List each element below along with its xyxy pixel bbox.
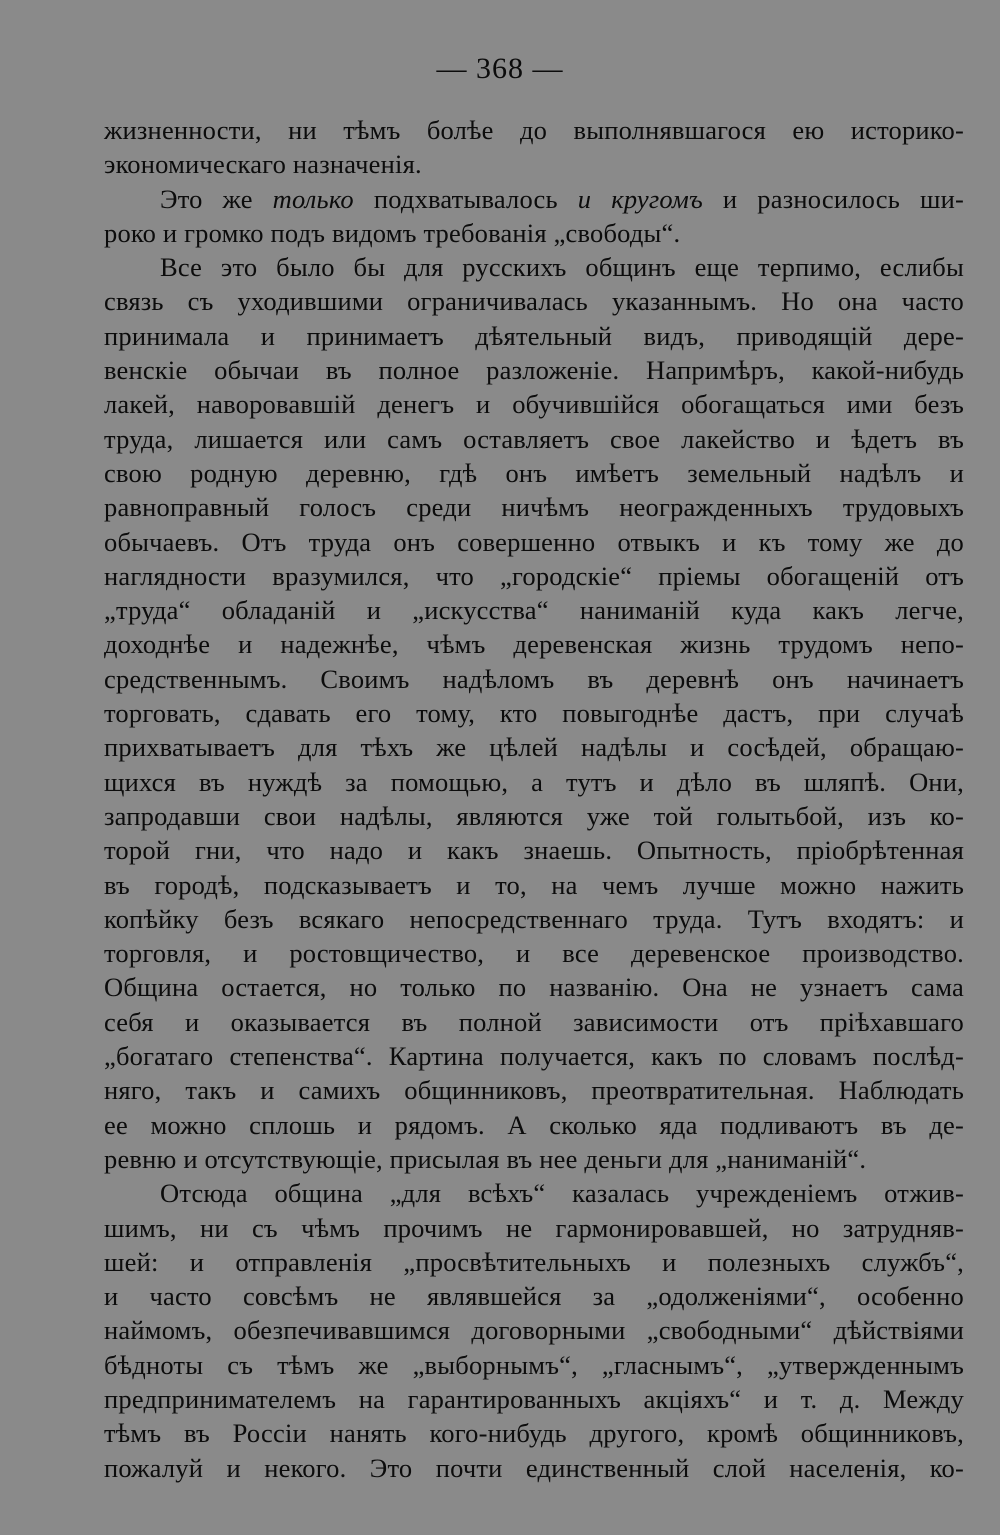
text-line: щихся въ нуждѣ за помощью, а тутъ и дѣло въ шляпѣ. Они, [104,766,964,797]
text-line: венскіе обычаи въ полное разложеніе. Напримѣръ, какой-нибудь [104,355,964,386]
page-number: — 368 — [436,52,564,85]
text-line: лакей, наворовавшій денегъ и обучившійся обогащаться ими безъ [104,389,964,420]
text-line: Община остается, но только по названію. Она не узнаетъ сама [104,972,964,1003]
text-run: подхватывалось [353,183,578,214]
text-run: Это же [160,183,273,214]
text-run: и разносилось ши- [702,183,964,214]
text-line: шей: и отправленія „просвѣтительныхъ и полезныхъ службъ“, [104,1246,964,1277]
text-line: Все это было бы для русскихъ общинъ еще терпимо, еслибы [160,252,964,283]
text-line: равноправный голосъ среди ничѣмъ неогражденныхъ трудовыхъ [104,492,964,523]
text-line: экономическаго назначенія. [104,149,422,180]
text-run: только [272,183,354,214]
text-line: труда, лишается или самъ оставляетъ свое лакейство и ѣдетъ въ [104,423,964,454]
text-line: наймомъ, обезпечивавшимся договорными „свободными“ дѣйствіями [104,1315,964,1346]
text-line: предпринимателемъ на гарантированныхъ акціяхъ“ и т. д. Между [104,1383,964,1414]
text-line: ее можно сплошь и рядомъ. А сколько яда подливаютъ въ де- [104,1109,964,1140]
text-line: доходнѣе и надежнѣе, чѣмъ деревенская жизнь трудомъ непо- [104,629,964,660]
text-line: жизненности, ни тѣмъ болѣе до выполнявшагося ею историко- [104,115,964,145]
text-line: пожалуй и некого. Это почти единственный слой населенія, ко- [104,1452,964,1483]
text-line: шимъ, ни съ чѣмъ прочимъ не гармонировавшей, но затрудняв- [104,1212,964,1243]
text-line: торговля, и ростовщичество, и все деревенское производство. [104,938,964,969]
text-line: тѣмъ въ Россіи нанять кого-нибудь другого, кромѣ общинниковъ, [104,1418,964,1449]
text-line: роко и громко подъ видомъ требованія „свободы“. [104,217,681,248]
text-line: ревню и отсутствующіе, присылая въ нее деньги для „наниманій“. [104,1143,867,1174]
text-line: запродавши свои надѣлы, являются уже той голытьбой, изъ ко- [104,800,964,831]
text-line: бѣдноты съ тѣмъ же „выборнымъ“, „гласнымъ“, „утвержденнымъ [104,1349,964,1380]
text-line: копѣйку безъ всякаго непосредственнаго труда. Тутъ входятъ: и [104,903,964,934]
text-line [104,182,964,216]
text-line: „богатаго степенства“. Картина получается, какъ по словамъ послѣд- [104,1041,964,1072]
text-line: средственнымъ. Своимъ надѣломъ въ деревнѣ онъ начинаетъ [104,663,964,694]
text-line: наглядности вразумился, что „городскіе“ пріемы обогащеній отъ [104,560,964,591]
text-line: въ городѣ, подсказываетъ и то, на чемъ лучше можно нажить [104,869,964,900]
text-line: торой гни, что надо и какъ знаешь. Опытность, пріобрѣтенная [104,835,964,866]
text-line: няго, такъ и самихъ общинниковъ, преотвратительная. Наблюдать [104,1075,964,1106]
text-line: себя и оказывается въ полной зависимости отъ пріѣхавшаго [104,1006,964,1037]
text-line: „труда“ обладаній и „искусства“ наниманій куда какъ легче, [104,595,964,626]
text-line: принимала и принимаетъ дѣятельный видъ, приводящій дере- [104,320,964,351]
text-line: свою родную деревню, гдѣ онъ имѣетъ земельный надѣлъ и [104,457,964,488]
text-line: обычаевъ. Отъ труда онъ совершенно отвыкъ и къ тому же до [104,526,964,557]
body-text [104,113,964,1485]
text-run: и кругомъ [577,183,703,214]
text-line: и часто совсѣмъ не являвшейся за „одолженіями“, особенно [104,1281,964,1312]
text-line: прихватываетъ для тѣхъ же цѣлей надѣлы и сосѣдей, обращаю- [104,732,964,763]
text-line: связь съ уходившими ограничивалась указаннымъ. Но она часто [104,286,964,317]
text-line: торговать, сдавать его тому, кто повыгоднѣе дастъ, при случаѣ [104,698,964,729]
text-line: Отсюда община „для всѣхъ“ казалась учрежденіемъ отжив- [160,1178,964,1209]
